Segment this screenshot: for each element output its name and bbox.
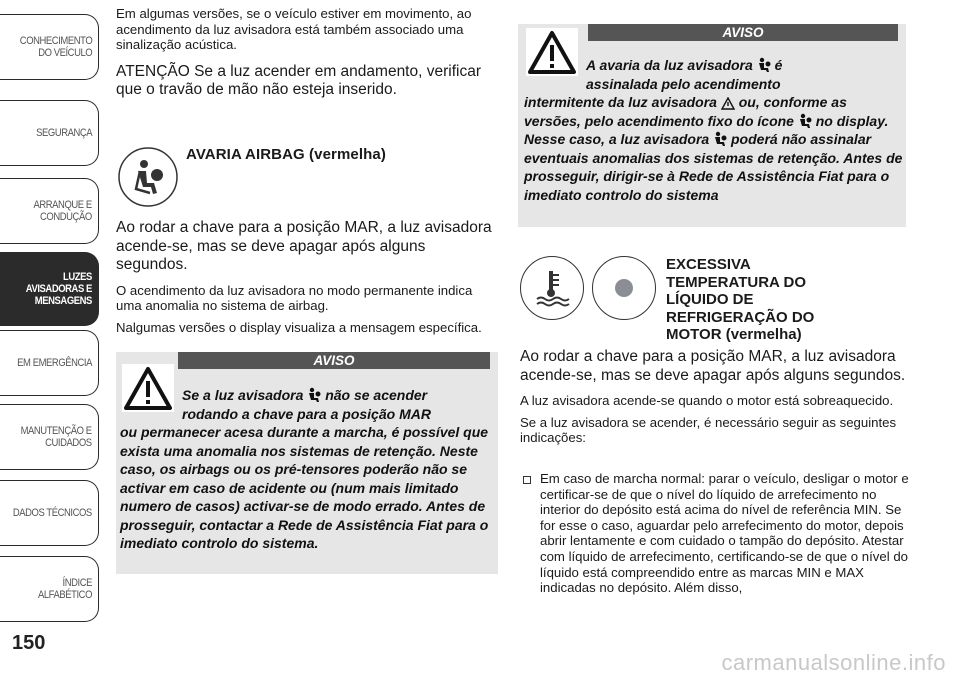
warning-box-airbag (116, 352, 498, 574)
tab-label: LUZES AVISADORAS E MENSAGENS (25, 271, 92, 307)
attention-paragraph: ATENÇÃO Se a luz acender em andamento, verificar que o travão de mão não esteja inserido. (116, 62, 481, 98)
tab-emergencia[interactable] (0, 330, 99, 396)
paragraph: Ao rodar a chave para a posição MAR, a luz avisadora acende-se, mas se deve apagar após alguns segundos. (116, 219, 492, 273)
hazard-small-icon (721, 97, 735, 110)
watermark: carmanualsonline.info (721, 650, 946, 675)
airbag-icon (713, 131, 727, 147)
paragraph: Nalgumas versões o display visualiza a mensagem específica. (116, 319, 482, 335)
warning-text: ou permanecer acesa durante a marcha, é possível que exista uma anomalia nos sistemas de retenção. Neste caso, os airbags ou os pré-tensores poderão não se activar em caso de acidente ou (num mais limitado numero de casos) activar-se de modo errado. Antes de prosseguir, contactar a Rede de Assistência Fiat para o imediato controlo do sistema. (120, 424, 489, 551)
warning-text: no display. Nesse caso, a luz avisadora (524, 112, 889, 147)
tab-label: EM EMERGÊNCIA (17, 357, 92, 369)
warning-text: A avaria da luz avisadora (586, 57, 753, 73)
warning-header: AVISO (178, 352, 490, 369)
tab-label: ARRANQUE E CONDUÇÃO (33, 199, 92, 223)
paragraph: Ao rodar a chave para a posição MAR, a luz avisadora acende-se, mas se deve apagar após alguns segundos. (520, 348, 906, 384)
tab-dados-tecnicos[interactable] (0, 480, 99, 546)
airbag-icon (116, 145, 180, 209)
tab-label: DADOS TÉCNICOS (13, 507, 92, 519)
coolant-temperature-icon (520, 256, 584, 320)
chapter-tabs (0, 0, 102, 678)
warning-text: intermitente da luz avisadora (524, 94, 717, 110)
instruction-list (520, 471, 912, 596)
page-number: 150 (12, 632, 46, 654)
airbag-icon (757, 57, 771, 73)
paragraph: A luz avisadora acende-se quando o motor está sobreaquecido. (520, 393, 894, 408)
tab-luzes-avisadoras[interactable] (0, 252, 99, 326)
tab-conhecimento[interactable] (0, 14, 99, 80)
warning-text: rodando a chave para a posição MAR (182, 405, 431, 422)
warning-box-airbag-fault (518, 24, 906, 227)
tab-label: SEGURANÇA (35, 127, 92, 139)
left-column (116, 6, 500, 335)
grey-dot-icon (592, 256, 656, 320)
tab-arranque[interactable] (0, 178, 99, 244)
tab-seguranca[interactable] (0, 100, 99, 166)
paragraph: Em algumas versões, se o veículo estiver em movimento, ao acendimento da luz avisadora está também associado uma sinalização acústica. (116, 6, 472, 52)
warning-text: não se acender (325, 387, 428, 403)
tab-label: ÍNDICE ALFABÉTICO (37, 577, 92, 601)
tab-indice[interactable] (0, 556, 99, 622)
warning-text: Se a luz avisadora (182, 387, 304, 403)
tab-manutencao[interactable] (0, 404, 99, 470)
warning-header: AVISO (588, 24, 898, 41)
section-title: EXCESSIVA TEMPERATURA DO LÍQUIDO DE REFRIGERAÇÃO DO MOTOR (vermelha) (666, 256, 815, 343)
tab-label: MANUTENÇÃO E CUIDADOS (20, 425, 92, 449)
warning-text: é (774, 57, 783, 73)
list-item: Em caso de marcha normal: parar o veículo, desligar o motor e certificar-se de que o nível do líquido de arrefecimento no interior do depósito está acima do nível de referência MIN. Se for esse o caso, aguardar pelo arrefecimento do motor, depois abrir lentamente e com cuidado o tampão do depósito. Atestar com líquido de arrefecimento, certificando-se de que o nível do líquido está compreendido entre as marcas MIN e MAX indicadas no depósito. Além disso, (520, 471, 912, 596)
tab-label: CONHECIMENTO DO VEÍCULO (19, 35, 92, 59)
airbag-icon (798, 113, 812, 129)
paragraph: Se a luz avisadora se acender, é necessário seguir as seguintes indicações: (520, 414, 897, 445)
warning-text: ou, conforme as versões, pelo acendimento fixo do ícone (524, 94, 847, 129)
warning-text: poderá não assinalar eventuais anomalias dos sistemas de retenção. Antes de prosseguir, dirigir-se à Rede de Assistência Fiat para o imediato controlo do sistema (524, 131, 903, 203)
paragraph: O acendimento da luz avisadora no modo permanente indica uma anomalia no sistema de airbag. (116, 282, 473, 313)
warning-text: assinalada pelo acendimento (586, 75, 781, 92)
airbag-icon (307, 387, 321, 403)
section-title: AVARIA AIRBAG (vermelha) (186, 146, 386, 163)
